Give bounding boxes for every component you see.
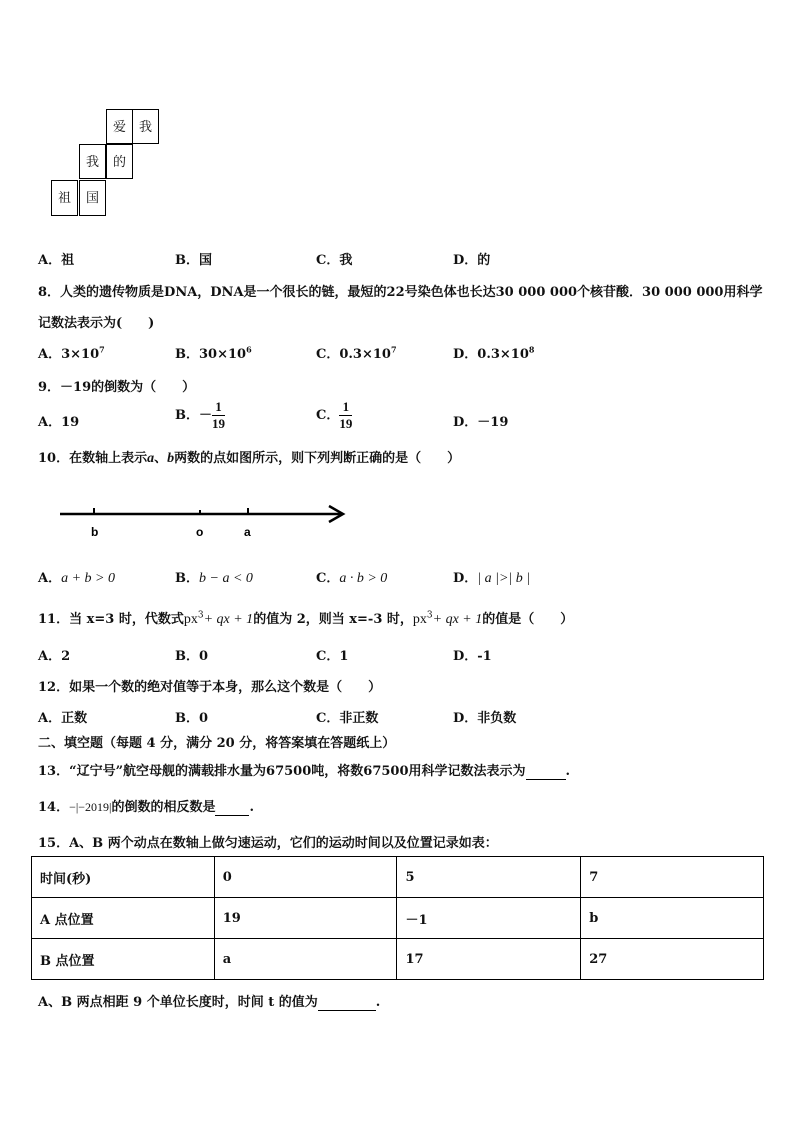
option-label: D． [453, 347, 478, 362]
q13-stem [38, 760, 570, 780]
option-label: A． [38, 347, 62, 362]
option-label: B． [175, 347, 199, 362]
stem-text: 13．“辽宁号”航空母舰的满载排水量为67500吨，将数67500用科学记数法表示为 [38, 764, 526, 779]
option-label: C． [316, 408, 340, 423]
option-value: 30×10 [199, 347, 247, 362]
table-cell: 17 [397, 939, 581, 980]
answer-blank[interactable] [215, 800, 249, 816]
q8-stem-line2: 记数法表示为( ) [38, 316, 155, 331]
q15-stem: 15．A、B 两个动点在数轴上做匀速运动，它们的运动时间以及位置记录如表： [38, 836, 498, 851]
q7-option-b[interactable]: B．国 [175, 253, 212, 268]
option-value: 3×10 [61, 347, 100, 362]
variable-a: a [147, 451, 155, 466]
q9-option-c[interactable] [316, 399, 352, 432]
option-expr: | a |>| b | [477, 571, 531, 586]
q12-option-d[interactable]: D．非负数 [453, 711, 517, 726]
table-cell: 19 [214, 898, 397, 939]
section-heading: 二、填空题（每题 4 分，满分 20 分，将答案填在答题纸上） [38, 736, 396, 751]
exponent: 3 [426, 610, 433, 621]
table-cell: b [581, 898, 764, 939]
q7-option-d[interactable]: D．的 [453, 253, 491, 268]
option-label: A． [38, 571, 62, 586]
fraction [339, 399, 352, 432]
table-cell: 27 [581, 939, 764, 980]
table-cell: 7 [581, 857, 764, 898]
numerator: 1 [339, 399, 352, 416]
exponent: 7 [390, 344, 397, 355]
stem-text: 两数的点如图所示，则下列判断正确的是（ ） [174, 451, 461, 466]
question-number: 14． [38, 800, 70, 815]
expr-rest: + qx + 1 [203, 612, 254, 627]
q14-stem [38, 796, 254, 816]
axis-label-b: b [91, 525, 99, 539]
q8-option-b[interactable] [175, 343, 252, 362]
net-cell: 我 [132, 109, 159, 144]
axis-label-a: a [244, 525, 251, 539]
table-cell: －1 [397, 898, 581, 939]
stem-text: 的值是（ ） [482, 612, 574, 627]
q12-option-c[interactable]: C．非正数 [316, 711, 379, 726]
denominator: 19 [212, 416, 226, 431]
option-expr: a · b > 0 [339, 571, 388, 586]
expr-base: px [412, 612, 427, 627]
answer-blank[interactable] [318, 995, 376, 1011]
q10-option-a[interactable] [38, 567, 115, 587]
stem-text: A、B 两点相距 9 个单位长度时，时间 t 的值为 [38, 995, 318, 1010]
q8-option-a[interactable] [38, 343, 105, 362]
table-row [32, 939, 764, 980]
q10-stem [38, 447, 460, 467]
stem-text: 11．当 x=3 时，代数式 [38, 612, 184, 627]
period: . [375, 995, 381, 1010]
abs-expression: −|−2019| [69, 800, 112, 814]
q9-option-b[interactable] [175, 399, 225, 432]
axis-label-o: o [196, 525, 204, 539]
q10-option-c[interactable] [316, 567, 387, 587]
q7-option-c[interactable]: C．我 [316, 253, 353, 268]
option-value: 0.3×10 [477, 347, 529, 362]
option-label: B． [175, 408, 199, 423]
q8-option-d[interactable] [453, 343, 534, 362]
table-cell: B 点位置 [32, 939, 215, 980]
position-table [31, 856, 764, 980]
variable-b: b [167, 451, 175, 466]
exponent: 8 [528, 344, 535, 355]
q11-option-b[interactable]: B．0 [175, 649, 209, 664]
q11-option-d[interactable]: D．-1 [453, 649, 492, 664]
exponent: 6 [246, 344, 252, 355]
q15-question [38, 991, 380, 1011]
table-row [32, 857, 764, 898]
net-cell: 我 [79, 144, 106, 179]
number-line [55, 500, 355, 544]
option-label: C． [316, 347, 340, 362]
minus-sign: － [199, 408, 213, 423]
q10-option-d[interactable] [453, 567, 530, 587]
fraction [212, 399, 225, 432]
net-cell: 爱 [106, 109, 133, 144]
answer-blank[interactable] [526, 764, 566, 780]
option-label: C． [316, 571, 340, 586]
net-cell: 祖 [51, 180, 78, 216]
stem-text: 10．在数轴上表示 [38, 451, 148, 466]
period: . [565, 764, 571, 779]
stem-text: 的倒数的相反数是 [111, 800, 216, 815]
table-cell: A 点位置 [32, 898, 215, 939]
q9-option-a[interactable]: A．19 [38, 415, 80, 430]
expr-rest: + qx + 1 [432, 612, 483, 627]
table-cell: 0 [214, 857, 397, 898]
net-cell: 的 [106, 144, 133, 179]
table-cell: 时间(秒) [32, 857, 215, 898]
q11-option-c[interactable]: C．1 [316, 649, 349, 664]
q11-option-a[interactable]: A．2 [38, 649, 71, 664]
numerator: 1 [212, 399, 225, 416]
table-cell: a [214, 939, 397, 980]
period: . [249, 800, 254, 815]
exponent: 7 [99, 344, 105, 355]
q11-stem [38, 608, 573, 628]
stem-text: 的值为 2，则当 x=-3 时， [253, 612, 413, 627]
q7-option-a[interactable]: A．祖 [38, 253, 75, 268]
option-label: D． [453, 571, 478, 586]
table-row [32, 898, 764, 939]
net-cell: 国 [79, 180, 106, 216]
q9-option-d[interactable]: D．－19 [453, 415, 509, 430]
q8-stem-line1: 8．人类的遗传物质是DNA，DNA是一个很长的链，最短的22号染色体也长达30 000 000个核苷酸．30 000 000用科学 [38, 285, 763, 300]
q12-stem: 12．如果一个数的绝对值等于本身，那么这个数是（ ） [38, 680, 382, 695]
table-cell: 5 [397, 857, 581, 898]
option-expr: b − a < 0 [199, 571, 253, 586]
option-label: B． [175, 571, 199, 586]
denominator: 19 [339, 416, 353, 431]
option-value: 0.3×10 [339, 347, 391, 362]
exponent: 3 [197, 610, 204, 621]
separator: 、 [154, 451, 168, 466]
q9-stem: 9．－19的倒数为（ ） [38, 380, 196, 395]
option-expr: a + b > 0 [61, 571, 115, 586]
q10-option-b[interactable] [175, 567, 253, 587]
q12-option-a[interactable]: A．正数 [38, 711, 88, 726]
q8-option-c[interactable] [316, 343, 397, 362]
q12-option-b[interactable]: B．0 [175, 711, 209, 726]
expr-base: px [183, 612, 198, 627]
